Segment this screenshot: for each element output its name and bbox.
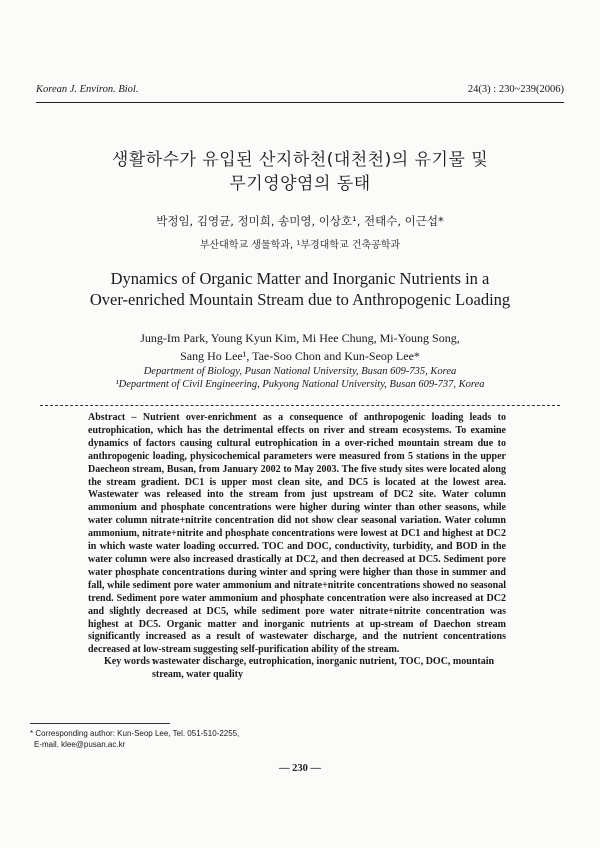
korean-affiliation: 부산대학교 생물학과, ¹부경대학교 건축공학과 [199,240,401,251]
abstract-text: Abstract – Nutrient over-enrichment as a consequence of anthropogenic loading leads to eutrophication, which has the detrimental effects on river and stream ecosystems. To examine dynamics of factors causing cultural eutrophication in a over-riched mountain stream due to anthropogenic loading, physicochemical parameters were measured from 5 stations in the upper Daecheon stream, Busan, from January 2002 to May 2003. The five study sites were located along the stream gradient. DC1 is upper most clean site, and DC5 is located at the lowest area. Wastewater was released into the stream from just upstream of DC2 site. Water column ammonium and phosphate concentrations were higher during winter than other seasons, while water column nitrate+nitrite concentration did not show clear seasonal variation. Water column ammonium, nitrate+nitrite and phosphate concentrations were lowest at DC1 and highest at DC2 in which waste water loading occurred. TOC and DOC, conductivity, turbidity, and BOD in the water column were also increased drastically at DC2, and then decreased at DC5. Sediment pore water phosphate concentrations during winter and spring were higher than those in summer and fall, while sediment pore water ammonium and nitrate+nitrite concentrations showed no seasonal trend. Sediment pore water ammonium and phosphate concentration were also increased at DC2 and slightly decreased at DC5, while sediment pore water nitrate+nitrite concentration was highest at DC5. Organic matter and inorganic nutrients at up-stream of Daechon stream significantly increased as a result of wastewater discharge, and the nutrient concentrations decreased at low-stream suggesting self-purification ability of the stream. [88,412,506,656]
affiliations [0,365,600,391]
running-header [36,84,564,100]
abstract-divider [40,405,560,406]
affiliation-line2: ¹Department of Civil Engineering, Pukyong National University, Busan 609-737, Korea [115,379,485,390]
affiliation-line1: Department of Biology, Pusan National University, Busan 609-735, Korea [143,366,457,377]
footnote-line2: E-mail. klee@pusan.ac.kr [34,740,126,749]
korean-title [0,148,600,196]
korean-title-line1: 생활하수가 유입된 산지하천(대천천)의 유기물 및 [111,150,489,170]
corresponding-author-footnote [30,728,239,750]
footnote-rule [30,723,170,724]
paper-title-line2: Over-enriched Mountain Stream due to Anthropogenic Loading [89,290,511,309]
author-list-line2: Sang Ho Lee¹, Tae-Soo Chon and Kun-Seop Lee* [180,349,420,363]
volume-info: 24(3) : 230~239(2006) [467,84,564,95]
author-list [0,329,600,365]
page-number: — 230 — [279,763,321,774]
journal-name: Korean J. Environ. Biol. [36,84,139,95]
keywords-label: Key words : [104,656,156,667]
paper-title-line1: Dynamics of Organic Matter and Inorganic Nutrients in a [110,269,490,288]
paper-title [0,268,600,310]
header-rule [36,102,564,103]
footnote-line1: * Corresponding author: Kun-Seop Lee, Tel. 051-510-2255, [30,729,240,738]
korean-authors: 박정임, 김영균, 정미희, 송미영, 이상호¹, 전태수, 이근섭* [156,214,444,228]
korean-title-line2: 무기영양염의 동태 [229,174,371,194]
keywords-text: wastewater discharge, eutrophication, inorganic nutrient, TOC, DOC, mountain stream, water quality [152,656,495,680]
author-list-line1: Jung-Im Park, Young Kyun Kim, Mi Hee Chung, Mi-Young Song, [140,331,460,345]
